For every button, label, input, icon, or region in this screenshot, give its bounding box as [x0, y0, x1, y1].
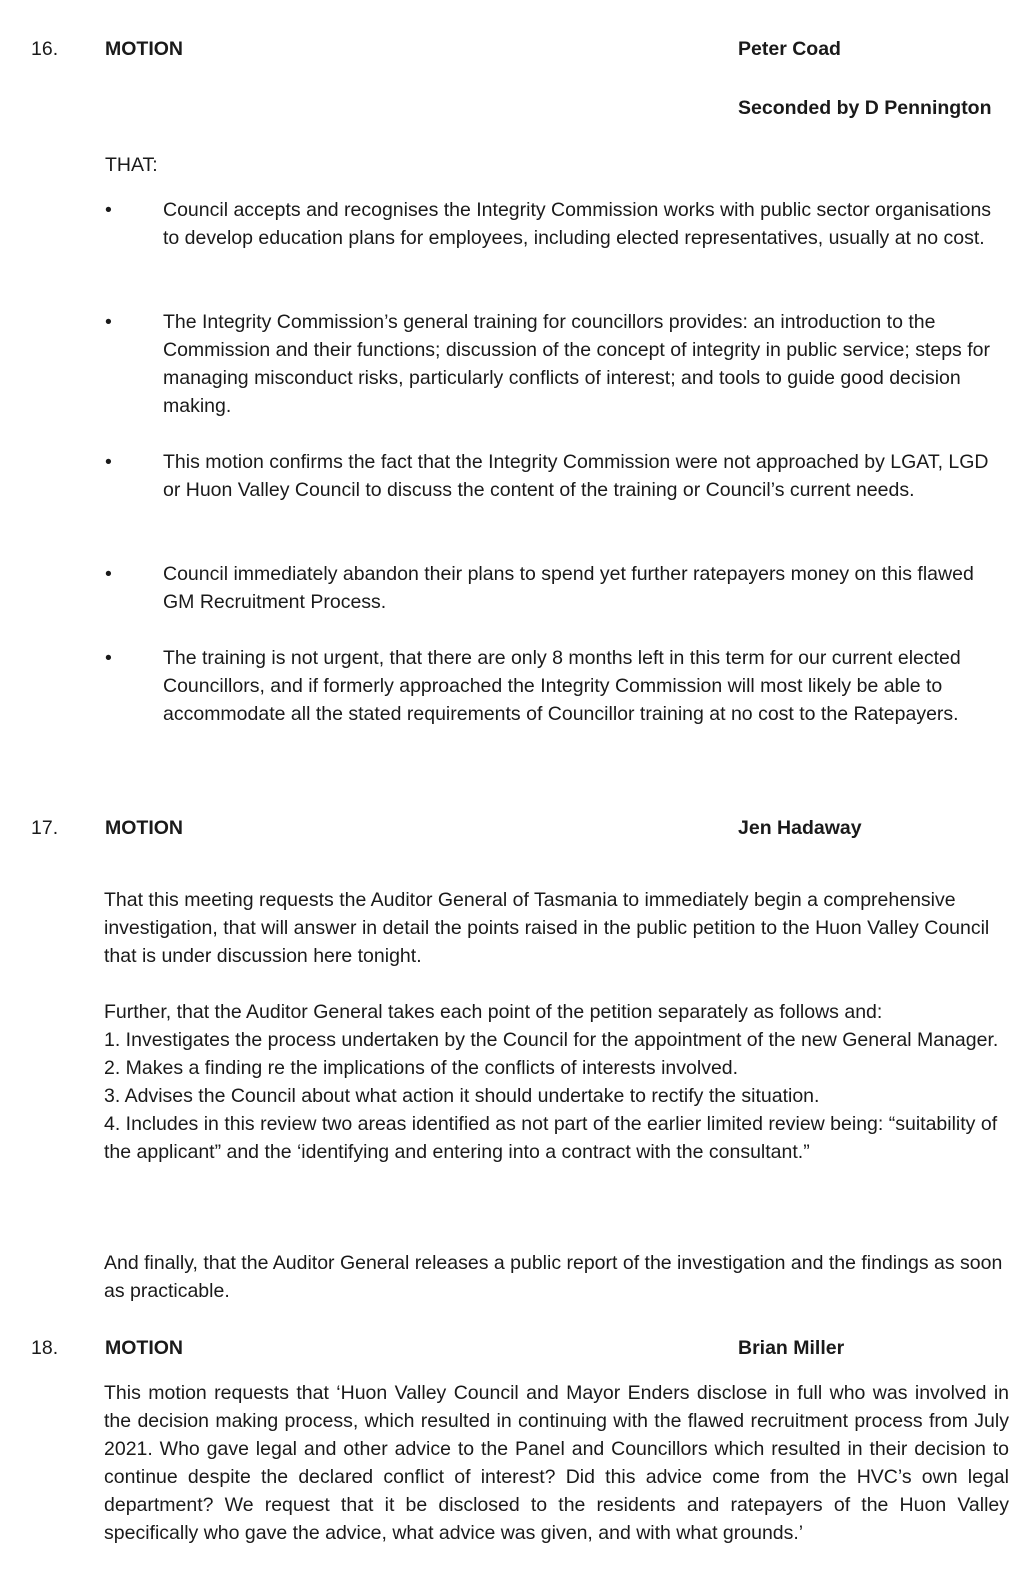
motion-18-number: 18.	[31, 1337, 59, 1359]
motion-18-heading: MOTION	[105, 1337, 183, 1359]
motion-16-bullet-1: Council accepts and recognises the Integrity Commission works with public sector organisations to develop education plans for employees, including elected representatives, usually at no cost.	[163, 199, 992, 249]
motion-17-point-2: 2. Makes a finding re the implications of the conflicts of interests involved.	[104, 1057, 739, 1079]
bullet-marker: •	[105, 451, 112, 473]
motion-17-number: 17.	[31, 817, 59, 839]
bullet-marker: •	[105, 199, 112, 221]
bullet-marker: •	[105, 311, 112, 333]
motion-16-that: THAT:	[105, 154, 158, 176]
motion-17-paragraph-2	[104, 998, 1009, 1166]
bullet-marker: •	[105, 647, 112, 669]
motion-16-bullet-4: Council immediately abandon their plans to spend yet further ratepayers money on this flawed GM Recruitment Process.	[163, 563, 974, 613]
motion-17-paragraph-3: And finally, that the Auditor General releases a public report of the investigation and the findings as soon as practicable.	[104, 1252, 1003, 1302]
motion-18-paragraph: This motion requests that ‘Huon Valley Council and Mayor Enders disclose in full who was involved in the decision making process, which resulted in continuing with the flawed recruitment process from July 2021. Who gave legal and other advice to the Panel and Councillors which resulted in their decision to continue despite the declared conflict of interest? Did this advice come from the HVC’s own legal department? We request that it be disclosed to the residents and ratepayers of the Huon Valley specifically who gave the advice, what advice was given, and with what grounds.’	[104, 1382, 1009, 1544]
motion-17-heading: MOTION	[105, 817, 183, 839]
motion-17-mover: Jen Hadaway	[738, 817, 862, 839]
motion-16-mover: Peter Coad	[738, 38, 841, 60]
motion-16-bullet-2: The Integrity Commission’s general training for councillors provides: an introduction to the Commission and their functions; discussion of the concept of integrity in public service; steps for managing misconduct risks, particularly conflicts of interest; and tools to guide good decision making.	[163, 311, 990, 417]
motion-16-bullet-3: This motion confirms the fact that the Integrity Commission were not approached by LGAT, LGD or Huon Valley Council to discuss the content of the training or Council’s current needs.	[163, 451, 989, 501]
motion-17-point-3: 3. Advises the Council about what action it should undertake to rectify the situation.	[104, 1085, 820, 1107]
motion-16-number: 16.	[31, 38, 59, 60]
motion-17-point-1: 1. Investigates the process undertaken by the Council for the appointment of the new General Manager.	[104, 1029, 999, 1051]
motion-16-bullet-5: The training is not urgent, that there are only 8 months left in this term for our current elected Councillors, and if formerly approached the Integrity Commission will most likely be able to accommodate all the stated requirements of Councillor training at no cost to the Ratepayers.	[163, 647, 961, 725]
motion-17-intro: Further, that the Auditor General takes each point of the petition separately as follows and:	[104, 1001, 883, 1023]
bullet-marker: •	[105, 563, 112, 585]
motion-18-mover: Brian Miller	[738, 1337, 845, 1359]
motion-17-paragraph-1: That this meeting requests the Auditor General of Tasmania to immediately begin a comprehensive investigation, that will answer in detail the points raised in the public petition to the Huon Valley Council that is under discussion here tonight.	[104, 889, 990, 967]
motion-17-point-4: 4. Includes in this review two areas identified as not part of the earlier limited review being: “suitability of the applicant” and the ‘identifying and entering into a contract with the consultant.”	[104, 1113, 998, 1163]
motion-16-heading: MOTION	[105, 38, 183, 60]
motion-16-seconder: Seconded by D Pennington	[738, 97, 992, 119]
